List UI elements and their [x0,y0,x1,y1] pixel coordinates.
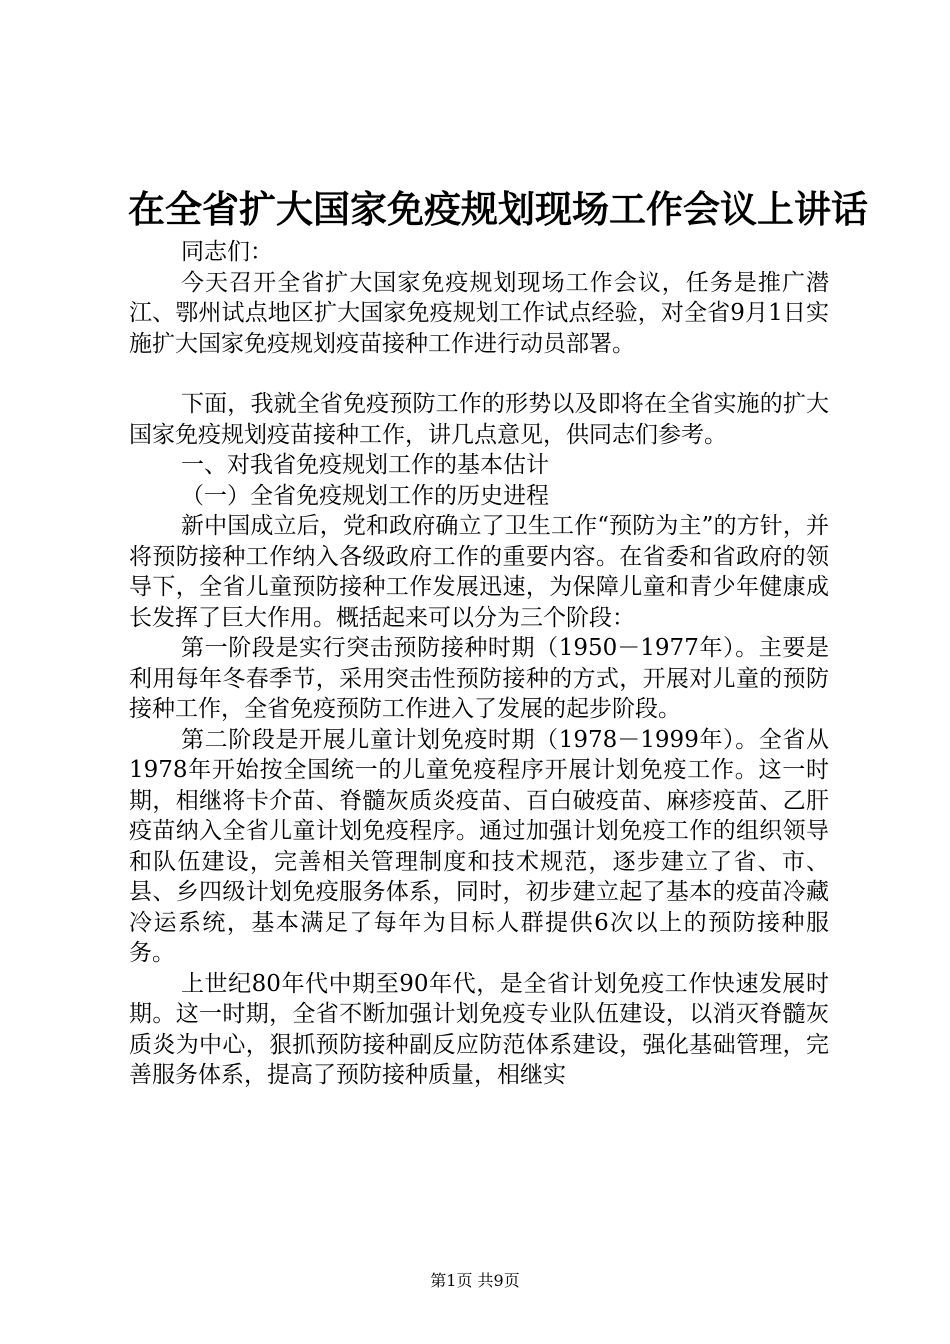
paragraph-stage-two: 第二阶段是开展儿童计划免疫时期（1978－1999年）。全省从1978年开始按全国统一的儿童免疫程序开展计划免疫工作。这一时期，相继将卡介苗、脊髓灰质炎疫苗、百白破疫苗、麻疹疫苗、乙肝疫苗纳入全省儿童计划免疫程序。通过加强计划免疫工作的组织领导和队伍建设，完善相关管理制度和技术规范，逐步建立了省、市、县、乡四级计划免疫服务体系，同时，初步建立起了基本的疫苗冷藏冷运系统，基本满足了每年为目标人群提供6次以上的预防接种服务。 [129,726,829,966]
paragraph-stage-one: 第一阶段是实行突击预防接种时期（1950－1977年）。主要是利用每年冬春季节，采用突击性预防接种的方式，开展对儿童的预防接种工作，全省免疫预防工作进入了发展的起步阶段。 [129,635,829,722]
paragraph-intro: 今天召开全省扩大国家免疫规划现场工作会议，任务是推广潜江、鄂州试点地区扩大国家免疫规划工作试点经验，对全省9月1日实施扩大国家免疫规划疫苗接种工作进行动员部署。 [129,269,829,357]
paragraph-outline: 下面，我就全省免疫预防工作的形势以及即将在全省实施的扩大国家免疫规划疫苗接种工作，讲几点意见，供同志们参考。 [129,391,829,448]
paragraph-rapid-development: 上世纪80年代中期至90年代，是全省计划免疫工作快速发展时期。这一时期，全省不断加强计划免疫专业队伍建设，以消灭脊髓灰质炎为中心，狠抓预防接种副反应防范体系建设，强化基础管理，完善服务体系，提高了预防接种质量，相继实 [129,970,829,1088]
paragraph-history-overview: 新中国成立后，党和政府确立了卫生工作“预防为主”的方针，并将预防接种工作纳入各级政府工作的重要内容。在省委和省政府的领导下，全省儿童预防接种工作发展迅速，为保障儿童和青少年健康成长发挥了巨大作用。概括起来可以分为三个阶段： [129,513,829,631]
subsection-heading: （一）全省免疫规划工作的历史进程 [181,482,549,509]
document-body [129,237,829,1091]
section-heading: 一、对我省免疫规划工作的基本估计 [181,452,549,478]
document-title: 在全省扩大国家免疫规划现场工作会议上讲话 [128,187,868,231]
salutation: 同志们： [181,239,273,265]
page-number: 第1页 共9页 [430,1271,520,1290]
